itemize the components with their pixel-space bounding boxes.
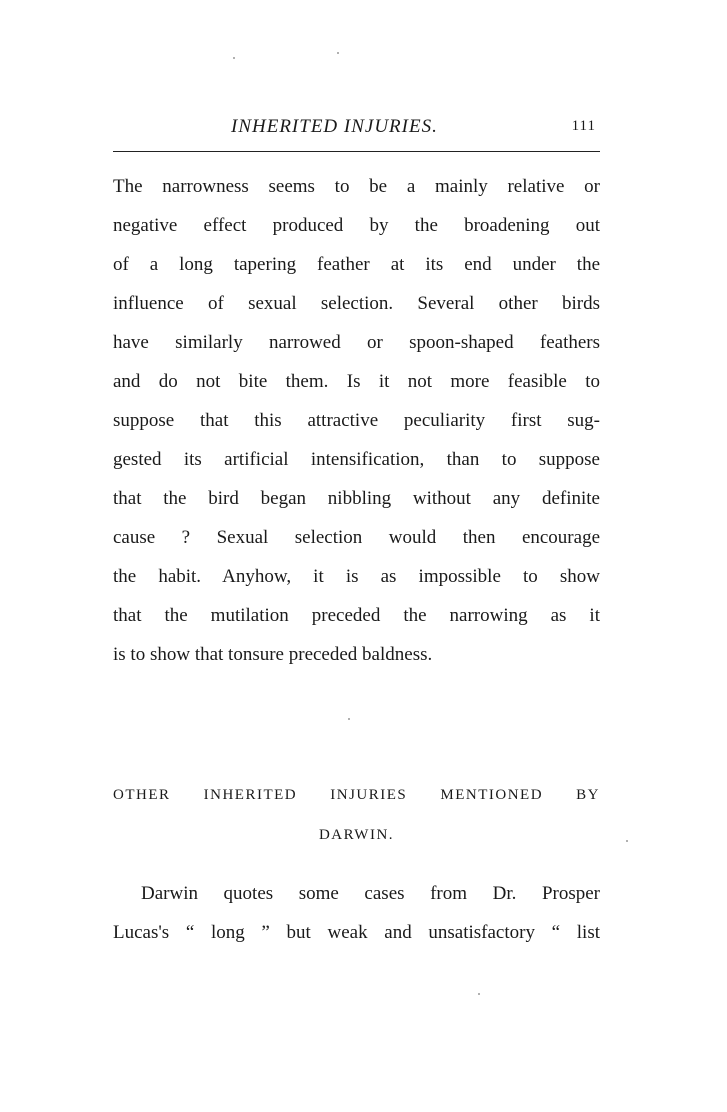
text-line: of a long tapering feather at its end under the: [113, 254, 600, 275]
text-line: have similarly narrowed or spoon-shaped feathers: [113, 332, 600, 353]
text-line: suppose that this attractive peculiarity first sug-: [113, 410, 600, 431]
paragraph-1: [113, 172, 600, 679]
section-heading-continued: DARWIN.: [318, 827, 395, 843]
text-line: cause ? Sexual selection would then encourage: [113, 527, 600, 548]
text-line: Lucas's “ long ” but weak and unsatisfactory “ list: [113, 922, 600, 943]
text-line: and do not bite them. Is it not more feasible to: [113, 371, 600, 392]
text-line: influence of sexual selection. Several other birds: [113, 293, 600, 314]
text-line: the habit. Anyhow, it is as impossible to show: [113, 566, 600, 587]
text-line: negative effect produced by the broadening out: [113, 215, 600, 236]
text-line: Darwin quotes some cases from Dr. Prosper: [141, 883, 600, 904]
scan-speck: [478, 993, 480, 995]
scan-speck: [337, 52, 339, 54]
page-number: 111: [571, 118, 596, 134]
scan-speck: [348, 718, 350, 720]
text-line: is to show that tonsure preceded baldness.: [113, 644, 433, 665]
running-title: INHERITED INJURIES.: [231, 116, 438, 137]
text-line: that the bird began nibbling without any definite: [113, 488, 600, 509]
section-heading: OTHER INHERITED INJURIES MENTIONED BY: [113, 787, 600, 803]
text-line: that the mutilation preceded the narrowing as it: [113, 605, 600, 626]
scan-speck: [626, 840, 628, 842]
text-line: The narrowness seems to be a mainly relative or: [113, 176, 600, 197]
paragraph-2: [113, 879, 600, 957]
text-line: gested its artificial intensification, than to suppose: [113, 449, 600, 470]
header-rule: [113, 151, 600, 152]
running-head: [113, 116, 600, 142]
scan-speck: [233, 57, 235, 59]
